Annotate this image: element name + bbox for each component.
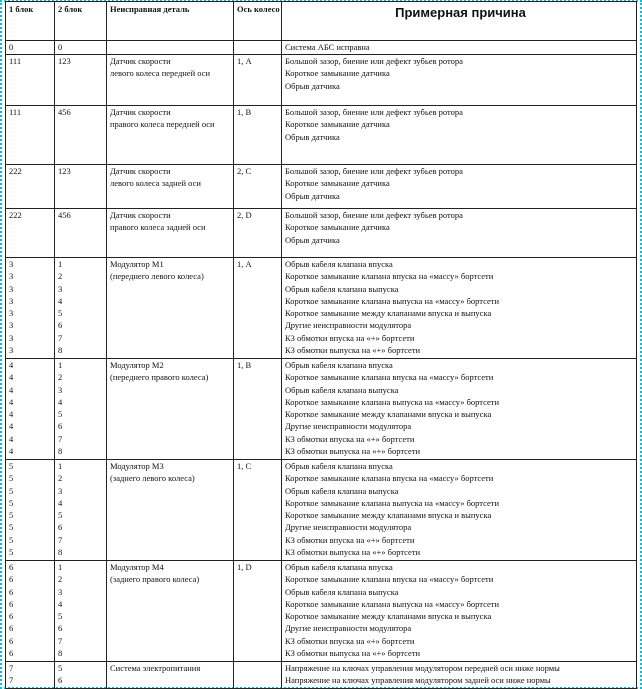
block2-cell-line: 5 bbox=[58, 611, 63, 622]
abs-fault-table bbox=[5, 1, 637, 689]
block1-cell-line: 6 bbox=[9, 635, 14, 646]
block1-cell-line: 3 bbox=[9, 283, 14, 294]
block1-cell-line: 7 bbox=[9, 663, 14, 673]
block1-cell-line: 3 bbox=[9, 345, 14, 356]
cause-cell bbox=[282, 662, 637, 689]
part-cell-line: (переднего правого колеса) bbox=[110, 372, 209, 383]
cause-cell bbox=[282, 258, 637, 359]
part-cell bbox=[107, 55, 234, 106]
cause-cell-line: КЗ обмотки выпуска на «+» бортсети bbox=[285, 547, 421, 558]
header-axle: Ось колесо bbox=[234, 2, 282, 41]
part-cell-line: Датчик скорости bbox=[110, 166, 171, 176]
block1-cell-line: 4 bbox=[9, 446, 14, 457]
cause-cell-line: Обрыв кабеля клапана впуска bbox=[285, 360, 393, 370]
cause-cell-line: Короткое замыкание между клапанами впуска и выпуска bbox=[285, 308, 492, 319]
block2-cell-line: 7 bbox=[58, 433, 63, 444]
block1-cell-line: 111 bbox=[9, 107, 22, 117]
block2-cell-line: 5 bbox=[58, 409, 63, 420]
block2-cell-line: 8 bbox=[58, 345, 63, 356]
part-cell-line: Датчик скорости bbox=[110, 210, 171, 220]
part-cell bbox=[107, 41, 234, 55]
cause-cell bbox=[282, 359, 637, 460]
table-row bbox=[6, 55, 637, 106]
cause-cell-line: Обрыв кабеля клапана впуска bbox=[285, 562, 393, 572]
cause-cell-line: Большой зазор, биение или дефект зубьев ротора bbox=[285, 210, 463, 220]
axle-cell-value: 1, В bbox=[237, 107, 252, 117]
block2-cell-line: 7 bbox=[58, 635, 63, 646]
block1-cell-line: 222 bbox=[9, 210, 22, 220]
cause-cell-line: Обрыв кабеля клапана выпуска bbox=[285, 586, 399, 597]
block1-cell bbox=[6, 106, 55, 165]
header-row bbox=[6, 2, 637, 41]
cause-cell-line: Короткое замыкание между клапанами впуска и выпуска bbox=[285, 510, 492, 521]
block2-cell bbox=[55, 561, 107, 662]
block2-cell bbox=[55, 258, 107, 359]
cause-cell-line: Напряжение на ключах управления модулятором задней оси ниже нормы bbox=[285, 675, 551, 686]
block2-cell-line: 6 bbox=[58, 522, 63, 533]
axle-cell-value: 1, А bbox=[237, 259, 252, 269]
cause-cell-line: Другие неисправности модулятора bbox=[285, 522, 412, 533]
cause-cell-line: Обрыв кабеля клапана выпуска bbox=[285, 384, 399, 395]
part-cell-line: Датчик скорости bbox=[110, 107, 171, 117]
block2-cell-line: 2 bbox=[58, 574, 63, 585]
block1-cell-line: 0 bbox=[9, 42, 14, 52]
cause-cell-line: Большой зазор, биение или дефект зубьев ротора bbox=[285, 107, 463, 117]
cause-cell bbox=[282, 209, 637, 258]
table-row bbox=[6, 460, 637, 561]
block1-cell-line: 4 bbox=[9, 409, 14, 420]
block1-cell-line: 4 bbox=[9, 360, 14, 370]
cause-cell-line: Короткое замыкание датчика bbox=[285, 68, 390, 79]
cause-cell bbox=[282, 106, 637, 165]
cause-cell-line: КЗ обмотки впуска на «+» бортсети bbox=[285, 534, 415, 545]
cause-cell-line: КЗ обмотки выпуска на «+» бортсети bbox=[285, 648, 421, 659]
part-cell bbox=[107, 258, 234, 359]
block1-cell-line: 6 bbox=[9, 623, 14, 634]
cause-cell-line: КЗ обмотки выпуска на «+» бортсети bbox=[285, 345, 421, 356]
block1-cell-line: 4 bbox=[9, 384, 14, 395]
block2-cell bbox=[55, 41, 107, 55]
part-cell-line: Модулятор М2 bbox=[110, 360, 164, 370]
part-cell bbox=[107, 165, 234, 209]
block2-cell-line: 123 bbox=[58, 56, 71, 66]
axle-cell-value: 2, С bbox=[237, 166, 252, 176]
table-row bbox=[6, 359, 637, 460]
cause-cell bbox=[282, 165, 637, 209]
part-cell bbox=[107, 359, 234, 460]
block1-cell-line: 111 bbox=[9, 56, 22, 66]
cause-cell-line: Короткое замыкание клапана выпуска на «массу» бортсети bbox=[285, 497, 500, 508]
block2-cell-line: 1 bbox=[58, 461, 63, 471]
block2-cell-line: 3 bbox=[58, 485, 63, 496]
block2-cell-line: 3 bbox=[58, 586, 63, 597]
block2-cell-line: 2 bbox=[58, 271, 63, 282]
cause-cell-line: КЗ обмотки впуска на «+» бортсети bbox=[285, 332, 415, 343]
cause-cell bbox=[282, 561, 637, 662]
cause-cell-line: Другие неисправности модулятора bbox=[285, 320, 412, 331]
block1-cell-line: 5 bbox=[9, 534, 14, 545]
cause-cell-line: Обрыв кабеля клапана впуска bbox=[285, 259, 393, 269]
block1-cell-line: 3 bbox=[9, 320, 14, 331]
block2-cell-line: 4 bbox=[58, 295, 63, 306]
block2-cell-line: 4 bbox=[58, 396, 63, 407]
cause-cell-line: Короткое замыкание между клапанами впуска и выпуска bbox=[285, 409, 492, 420]
axle-cell-value: 1, С bbox=[237, 461, 252, 471]
block1-cell-line: 4 bbox=[9, 433, 14, 444]
cause-cell-line: Напряжение на ключах управления модулятором передней оси ниже нормы bbox=[285, 663, 560, 673]
block1-cell bbox=[6, 55, 55, 106]
header-block1: 1 блок bbox=[6, 2, 55, 41]
part-cell-line: правого колеса передней оси bbox=[110, 119, 215, 130]
cause-cell-line: Короткое замыкание клапана впуска на «массу» бортсети bbox=[285, 372, 494, 383]
header-block2: 2 блок bbox=[55, 2, 107, 41]
cause-cell-line: Короткое замыкание между клапанами впуска и выпуска bbox=[285, 611, 492, 622]
block1-cell-line: 6 bbox=[9, 574, 14, 585]
block1-cell-line: 3 bbox=[9, 259, 14, 269]
block2-cell bbox=[55, 359, 107, 460]
block2-cell-line: 6 bbox=[58, 421, 63, 432]
part-cell-line: Модулятор М3 bbox=[110, 461, 164, 471]
block2-cell-line: 4 bbox=[58, 497, 63, 508]
cause-cell-line: Короткое замыкание датчика bbox=[285, 222, 390, 233]
part-cell-line: правого колеса задней оси bbox=[110, 222, 206, 233]
cause-cell-line: Большой зазор, биение или дефект зубьев ротора bbox=[285, 56, 463, 66]
block1-cell-line: 6 bbox=[9, 586, 14, 597]
block2-cell-line: 456 bbox=[58, 107, 71, 117]
cause-cell-line: Короткое замыкание клапана впуска на «массу» бортсети bbox=[285, 574, 494, 585]
part-cell bbox=[107, 662, 234, 689]
block1-cell-line: 6 bbox=[9, 648, 14, 659]
block1-cell bbox=[6, 258, 55, 359]
block1-cell bbox=[6, 165, 55, 209]
block2-cell-line: 456 bbox=[58, 210, 71, 220]
block1-cell-line: 5 bbox=[9, 485, 14, 496]
cause-cell-line: КЗ обмотки выпуска на «+» бортсети bbox=[285, 446, 421, 457]
block1-cell-line: 6 bbox=[9, 611, 14, 622]
cause-cell bbox=[282, 41, 637, 55]
cause-cell-line: Короткое замыкание клапана выпуска на «массу» бортсети bbox=[285, 396, 500, 407]
cause-cell-line: Короткое замыкание клапана впуска на «массу» бортсети bbox=[285, 473, 494, 484]
table-row bbox=[6, 106, 637, 165]
cause-cell-line: Обрыв датчика bbox=[285, 190, 340, 201]
part-cell-line: Система электропитания bbox=[110, 663, 201, 673]
table-row bbox=[6, 258, 637, 359]
axle-cell bbox=[234, 165, 282, 209]
table-body bbox=[6, 41, 637, 689]
cause-cell-line: Большой зазор, биение или дефект зубьев ротора bbox=[285, 166, 463, 176]
axle-cell-value: 1, D bbox=[237, 562, 252, 572]
block2-cell-line: 6 bbox=[58, 623, 63, 634]
block1-cell-line: 5 bbox=[9, 461, 14, 471]
block2-cell-line: 3 bbox=[58, 283, 63, 294]
part-cell-line: (заднего правого колеса) bbox=[110, 574, 200, 585]
block1-cell-line: 222 bbox=[9, 166, 22, 176]
block2-cell bbox=[55, 662, 107, 689]
cause-cell-line: Обрыв датчика bbox=[285, 80, 340, 91]
part-cell-line: левого колеса задней оси bbox=[110, 178, 201, 189]
block1-cell-line: 3 bbox=[9, 271, 14, 282]
axle-cell bbox=[234, 41, 282, 55]
block2-cell bbox=[55, 55, 107, 106]
part-cell-line: (переднего левого колеса) bbox=[110, 271, 204, 282]
block2-cell-line: 5 bbox=[58, 308, 63, 319]
block2-cell-line: 8 bbox=[58, 446, 63, 457]
cause-cell-line: Короткое замыкание клапана впуска на «массу» бортсети bbox=[285, 271, 494, 282]
table-row bbox=[6, 561, 637, 662]
block1-cell bbox=[6, 359, 55, 460]
block1-cell-line: 5 bbox=[9, 510, 14, 521]
cause-cell-line: Обрыв датчика bbox=[285, 131, 340, 142]
block2-cell-line: 1 bbox=[58, 259, 63, 269]
block1-cell-line: 5 bbox=[9, 497, 14, 508]
cause-cell-line: Другие неисправности модулятора bbox=[285, 623, 412, 634]
block2-cell bbox=[55, 165, 107, 209]
block2-cell-line: 8 bbox=[58, 648, 63, 659]
part-cell bbox=[107, 209, 234, 258]
part-cell bbox=[107, 106, 234, 165]
cause-cell-line: Короткое замыкание датчика bbox=[285, 119, 390, 130]
block2-cell-line: 3 bbox=[58, 384, 63, 395]
block1-cell bbox=[6, 41, 55, 55]
block2-cell-line: 2 bbox=[58, 473, 63, 484]
block1-cell bbox=[6, 662, 55, 689]
block1-cell-line: 3 bbox=[9, 308, 14, 319]
cause-cell-line: Система АБС исправна bbox=[285, 42, 370, 52]
header-cause: Примерная причина bbox=[282, 2, 637, 41]
block2-cell-line: 4 bbox=[58, 598, 63, 609]
table-row bbox=[6, 41, 637, 55]
part-cell-line: Модулятор М4 bbox=[110, 562, 164, 572]
block2-cell bbox=[55, 106, 107, 165]
part-cell-line: (заднего левого колеса) bbox=[110, 473, 195, 484]
cause-cell-line: Короткое замыкание клапана выпуска на «массу» бортсети bbox=[285, 598, 500, 609]
axle-cell bbox=[234, 55, 282, 106]
block2-cell-line: 8 bbox=[58, 547, 63, 558]
block1-cell-line: 4 bbox=[9, 396, 14, 407]
block2-cell-line: 0 bbox=[58, 42, 63, 52]
table-row bbox=[6, 209, 637, 258]
part-cell-line: Модулятор М1 bbox=[110, 259, 164, 269]
block2-cell-line: 1 bbox=[58, 360, 63, 370]
block2-cell-line: 7 bbox=[58, 332, 63, 343]
axle-cell bbox=[234, 106, 282, 165]
table-row bbox=[6, 165, 637, 209]
block2-cell bbox=[55, 460, 107, 561]
block2-cell-line: 5 bbox=[58, 510, 63, 521]
axle-cell bbox=[234, 359, 282, 460]
cause-cell-line: Обрыв кабеля клапана выпуска bbox=[285, 485, 399, 496]
part-cell-line: Датчик скорости bbox=[110, 56, 171, 66]
block1-cell-line: 6 bbox=[9, 598, 14, 609]
block1-cell-line: 4 bbox=[9, 421, 14, 432]
block1-cell-line: 6 bbox=[9, 562, 14, 572]
axle-cell-value: 2, D bbox=[237, 210, 252, 220]
block1-cell-line: 5 bbox=[9, 547, 14, 558]
axle-cell bbox=[234, 662, 282, 689]
block2-cell-line: 6 bbox=[58, 320, 63, 331]
block1-cell bbox=[6, 460, 55, 561]
block2-cell-line: 2 bbox=[58, 372, 63, 383]
cause-cell-line: Обрыв кабеля клапана выпуска bbox=[285, 283, 399, 294]
cause-cell-line: Другие неисправности модулятора bbox=[285, 421, 412, 432]
block1-cell-line: 4 bbox=[9, 372, 14, 383]
part-cell bbox=[107, 561, 234, 662]
block1-cell-line: 3 bbox=[9, 295, 14, 306]
axle-cell-value: 1, В bbox=[237, 360, 252, 370]
block2-cell bbox=[55, 209, 107, 258]
axle-cell bbox=[234, 258, 282, 359]
cause-cell-line: Обрыв кабеля клапана впуска bbox=[285, 461, 393, 471]
cause-cell-line: КЗ обмотки впуска на «+» бортсети bbox=[285, 635, 415, 646]
cause-cell-line: Короткое замыкание датчика bbox=[285, 178, 390, 189]
block1-cell-line: 5 bbox=[9, 473, 14, 484]
block2-cell-line: 123 bbox=[58, 166, 71, 176]
block2-cell-line: 5 bbox=[58, 663, 63, 673]
block1-cell-line: 7 bbox=[9, 675, 14, 686]
part-cell bbox=[107, 460, 234, 561]
cause-cell bbox=[282, 55, 637, 106]
block1-cell-line: 3 bbox=[9, 332, 14, 343]
part-cell-line: левого колеса передней оси bbox=[110, 68, 211, 79]
header-part: Неисправная деталь bbox=[107, 2, 234, 41]
axle-cell bbox=[234, 460, 282, 561]
cause-cell-line: КЗ обмотки впуска на «+» бортсети bbox=[285, 433, 415, 444]
axle-cell bbox=[234, 209, 282, 258]
table-row bbox=[6, 662, 637, 689]
cause-cell bbox=[282, 460, 637, 561]
cause-cell-line: Обрыв датчика bbox=[285, 234, 340, 245]
block1-cell bbox=[6, 561, 55, 662]
block2-cell-line: 7 bbox=[58, 534, 63, 545]
block2-cell-line: 6 bbox=[58, 675, 63, 686]
block1-cell-line: 5 bbox=[9, 522, 14, 533]
axle-cell-value: 1, А bbox=[237, 56, 252, 66]
block1-cell bbox=[6, 209, 55, 258]
cause-cell-line: Короткое замыкание клапана выпуска на «массу» бортсети bbox=[285, 295, 500, 306]
axle-cell bbox=[234, 561, 282, 662]
block2-cell-line: 1 bbox=[58, 562, 63, 572]
